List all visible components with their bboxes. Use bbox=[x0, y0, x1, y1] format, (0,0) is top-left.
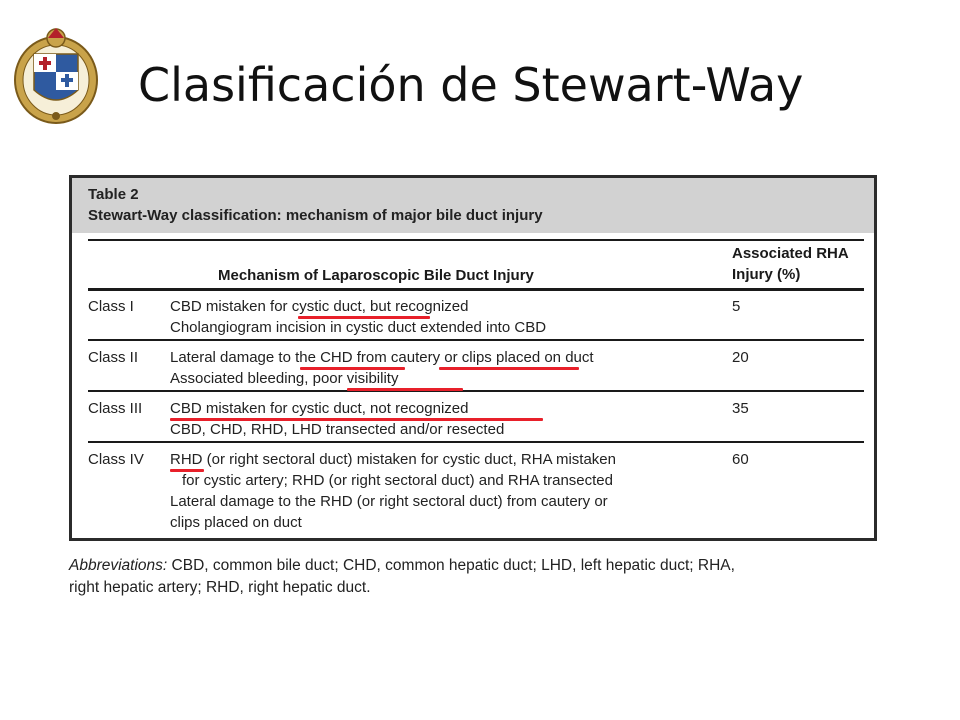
table-number: Table 2 bbox=[88, 186, 139, 203]
university-seal-logo bbox=[12, 24, 100, 126]
row-mechanism-line: RHD (or right sectoral duct) mistaken for cystic duct, RHA mistaken bbox=[170, 451, 616, 468]
top-rule bbox=[88, 239, 864, 241]
column-header-rha-line1: Associated RHA bbox=[732, 245, 849, 262]
highlight-underline bbox=[347, 388, 463, 391]
row-class: Class II bbox=[88, 349, 139, 366]
table-caption-band bbox=[72, 178, 874, 233]
row-divider bbox=[88, 339, 864, 341]
abbreviations-footnote bbox=[69, 555, 889, 599]
row-mechanism-line: Lateral damage to the RHD (or right sectoral duct) from cautery or bbox=[170, 493, 608, 510]
highlight-underline bbox=[170, 469, 204, 472]
row-mechanism-line: Associated bleeding, poor visibility bbox=[170, 370, 399, 387]
row-mechanism-line: for cystic artery; RHD (or right sectoral duct) and RHA transected bbox=[182, 472, 613, 489]
header-rule bbox=[88, 288, 864, 291]
row-class: Class I bbox=[88, 298, 134, 315]
column-header-rha-line2: Injury (%) bbox=[732, 266, 801, 283]
row-mechanism-line: CBD mistaken for cystic duct, not recognized bbox=[170, 400, 469, 417]
highlight-underline bbox=[439, 367, 579, 370]
row-divider bbox=[88, 390, 864, 392]
classification-table bbox=[69, 175, 877, 541]
table-caption-title: Stewart-Way classification: mechanism of major bile duct injury bbox=[88, 207, 543, 224]
row-class: Class III bbox=[88, 400, 143, 417]
highlight-underline bbox=[298, 316, 430, 319]
footnote-label: Abbreviations: bbox=[69, 557, 168, 574]
row-rha-percent: 5 bbox=[732, 298, 741, 315]
highlight-underline bbox=[170, 418, 543, 421]
row-rha-percent: 20 bbox=[732, 349, 749, 366]
highlight-underline bbox=[300, 367, 405, 370]
column-header-rha bbox=[732, 243, 849, 285]
footnote-line1: CBD, common bile duct; CHD, common hepatic duct; LHD, left hepatic duct; RHA, bbox=[167, 557, 735, 574]
row-mechanism-line: clips placed on duct bbox=[170, 514, 302, 531]
row-mechanism-line: CBD mistaken for cystic duct, but recognized bbox=[170, 298, 469, 315]
row-rha-percent: 35 bbox=[732, 400, 749, 417]
row-divider bbox=[88, 441, 864, 443]
column-header-mechanism: Mechanism of Laparoscopic Bile Duct Injury bbox=[218, 267, 534, 284]
slide-title: Clasificación de Stewart-Way bbox=[138, 58, 804, 112]
footnote-line2: right hepatic artery; RHD, right hepatic duct. bbox=[69, 579, 371, 596]
row-class: Class IV bbox=[88, 451, 144, 468]
row-mechanism-line: Cholangiogram incision in cystic duct extended into CBD bbox=[170, 319, 547, 336]
row-mechanism-line: Lateral damage to the CHD from cautery or clips placed on duct bbox=[170, 349, 594, 366]
row-mechanism-line: CBD, CHD, RHD, LHD transected and/or resected bbox=[170, 421, 505, 438]
row-rha-percent: 60 bbox=[732, 451, 749, 468]
